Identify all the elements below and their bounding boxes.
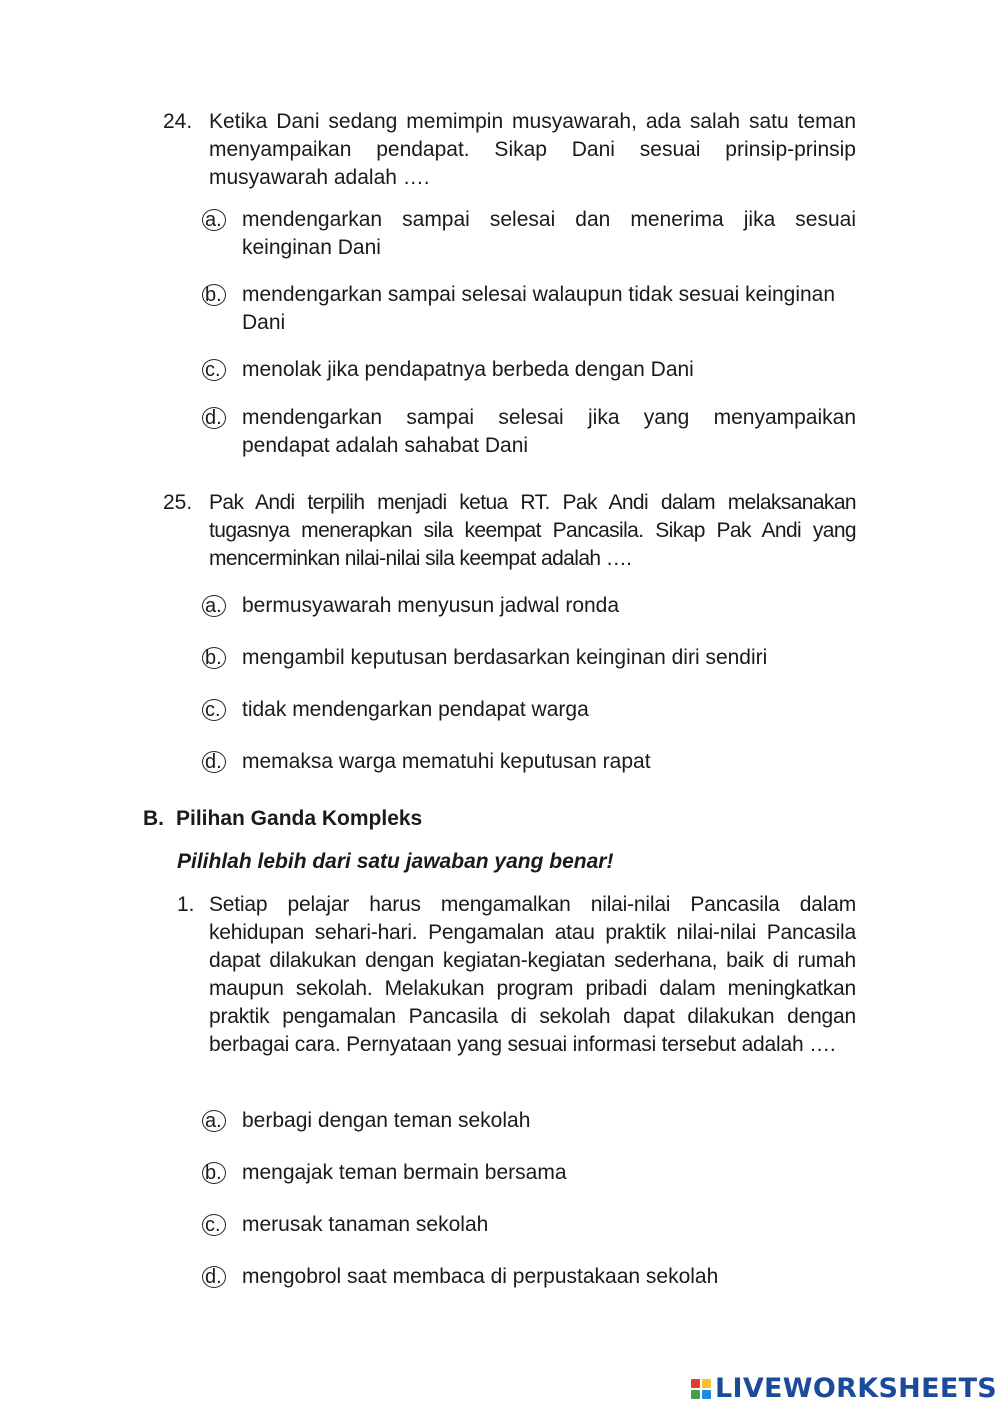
option-text: merusak tanaman sekolah [242,1213,489,1236]
option-25-b[interactable] [200,644,860,672]
option-letter: c. [200,356,242,384]
question-text: Pak Andi terpilih menjadi ketua RT. Pak Andi dalam melaksanakan tugasnya menerapkan sila keempat Pancasila. Sikap Pak Andi yang mencerminkan nilai-nilai sila keempat adalah …. [209,491,856,570]
option-letter: d. [200,748,242,776]
question-text: Ketika Dani sedang memimpin musyawarah, ada salah satu teman menyampaikan pendapat. Sikap Dani sesuai prinsip-prinsip musyawarah adalah …. [209,110,856,189]
option-text: mendengarkan sampai selesai walaupun tidak sesuai keinginan Dani [242,283,836,334]
option-letter: d. [200,404,242,432]
section-instruction: Pilihlah lebih dari satu jawaban yang benar! [177,850,614,873]
option-25-d[interactable] [200,748,860,776]
option-text: mendengarkan sampai selesai jika yang menyampaikan pendapat adalah sahabat Dani [242,406,856,457]
question-number: 1. [177,893,195,916]
liveworksheets-logo [691,1373,997,1405]
option-letter: b. [200,644,242,672]
option-text: berbagi dengan teman sekolah [242,1109,531,1132]
option-letter: a. [200,1107,242,1135]
option-letter: c. [200,696,242,724]
option-letter: c. [200,1211,242,1239]
option-24-a[interactable] [200,206,860,262]
option-letter: b. [200,281,242,309]
logo-grid-icon [691,1379,711,1399]
option-letter: d. [200,1263,242,1291]
option-text: tidak mendengarkan pendapat warga [242,698,589,721]
logo-text: LIVEWORKSHEETS [715,1373,998,1404]
option-b1-c[interactable] [200,1211,860,1239]
option-text: bermusyawarah menyusun jadwal ronda [242,594,620,617]
option-b1-b[interactable] [200,1159,860,1187]
option-text: mengajak teman bermain bersama [242,1161,567,1184]
option-text: mengambil keputusan berdasarkan keinginan diri sendiri [242,646,768,669]
option-24-b[interactable] [200,281,860,337]
option-text: menolak jika pendapatnya berbeda dengan Dani [242,358,694,381]
option-25-c[interactable] [200,696,860,724]
option-text: memaksa warga mematuhi keputusan rapat [242,750,651,773]
option-letter: a. [200,592,242,620]
section-label: B. [143,807,164,830]
option-24-d[interactable] [200,404,860,460]
question-number: 24. [163,110,193,133]
option-25-a[interactable] [200,592,860,620]
section-heading [143,805,422,833]
option-b1-d[interactable] [200,1263,860,1291]
option-letter: a. [200,206,242,234]
option-text: mengobrol saat membaca di perpustakaan sekolah [242,1265,719,1288]
question-text: Setiap pelajar harus mengamalkan nilai-nilai Pancasila dalam kehidupan sehari-hari. Pengamalan atau praktik nilai-nilai Pancasila dapat dilakukan dengan kegiatan-kegiatan sederhana, baik di rumah maupun sekolah. Melakukan program pribadi dalam meningkatkan praktik pengamalan Pancasila di sekolah dapat dilakukan dengan berbagai cara. Pernyataan yang sesuai informasi tersebut adalah …. [209,893,856,1056]
section-title: Pilihan Ganda Kompleks [176,807,423,830]
option-text: mendengarkan sampai selesai dan menerima jika sesuai keinginan Dani [242,208,856,259]
option-letter: b. [200,1159,242,1187]
option-b1-a[interactable] [200,1107,860,1135]
option-24-c[interactable] [200,356,860,384]
question-number: 25. [163,491,193,514]
